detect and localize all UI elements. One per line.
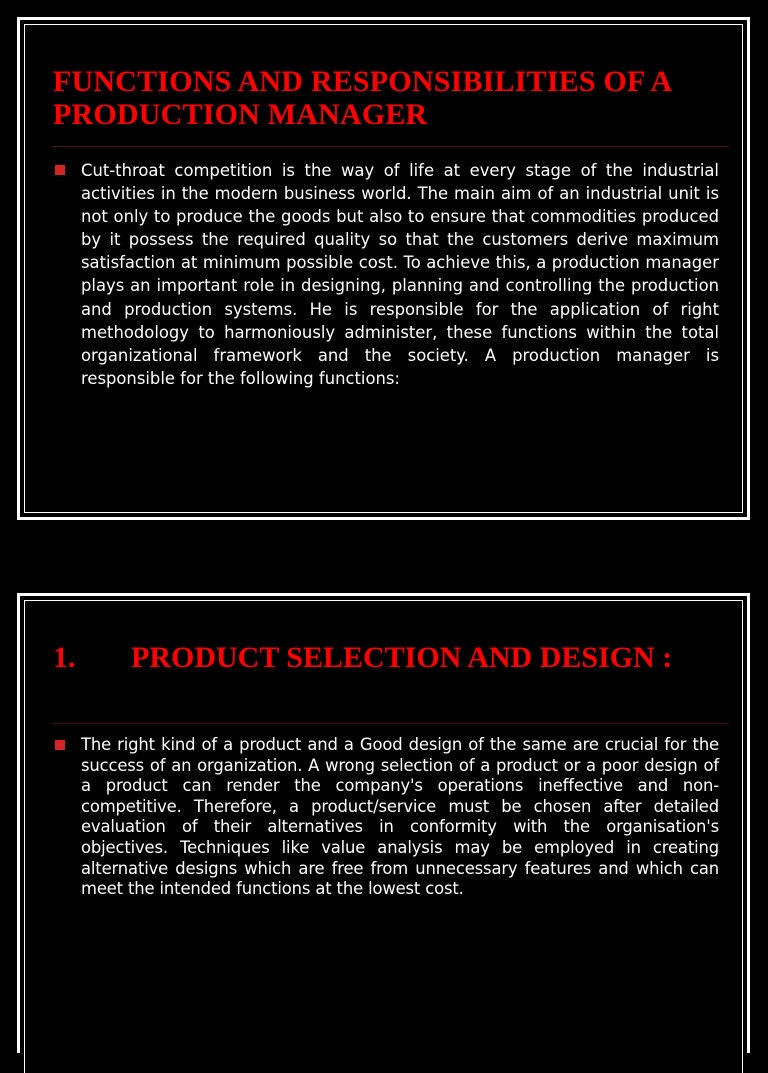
- square-bullet-icon: [55, 165, 65, 175]
- section-title: PRODUCT SELECTION AND DESIGN :: [131, 641, 673, 674]
- bullet-item: [53, 735, 719, 900]
- title-divider: [53, 723, 729, 724]
- slide-title: [53, 641, 727, 674]
- bullet-item: [53, 159, 719, 390]
- bullet-text: Cut-throat competition is the way of life at every stage of the industrial activities in the modern business world. The main aim of an industrial unit is not only to produce the goods but also to ensure that commodities produced by it possess the required quality so that the customers derive maximum satisfaction at minimum possible cost. To achieve this, a production manager plays an important role in designing, planning and controlling the production and production systems. He is responsible for the application of right methodology to harmoniously administer, these functions within the total organizational framework and the society. A production manager is responsible for the following functions:: [81, 161, 719, 388]
- square-bullet-icon: [55, 740, 65, 750]
- slide-2: [17, 593, 750, 1053]
- slide-1: [17, 17, 750, 520]
- slide-title: FUNCTIONS AND RESPONSIBILITIES OF A PRODUCTION MANAGER: [53, 65, 671, 131]
- section-number: 1.: [53, 641, 76, 674]
- bullet-text: The right kind of a product and a Good design of the same are crucial for the success of an organization. A wrong selection of a product or a poor design of a product can render the company's operations ineffective and non-competitive. Therefore, a product/service must be chosen after detailed evaluation of their alternatives in conformity with the organisation's objectives. Techniques like value analysis may be employed in creating alternative designs which are free from unnecessary features and which can meet the intended functions at the lowest cost.: [81, 735, 719, 899]
- title-divider: [53, 146, 729, 147]
